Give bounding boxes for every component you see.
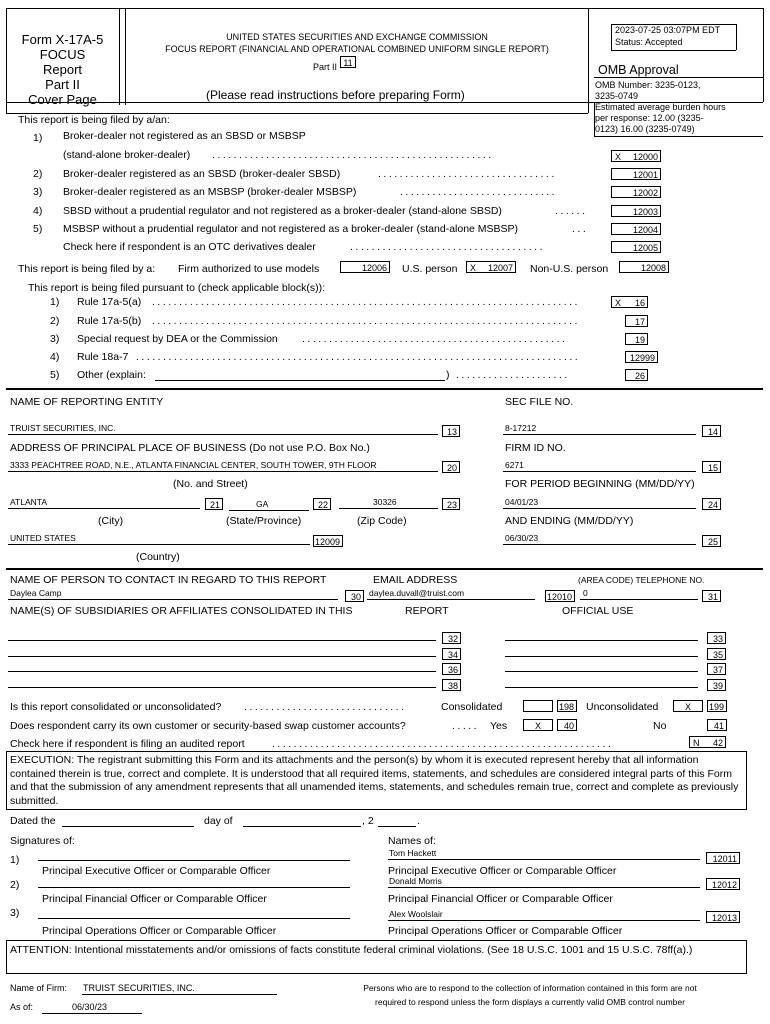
- us-person-label: U.S. person: [402, 263, 458, 275]
- other-close: ): [446, 369, 450, 381]
- filed-by-item-2: Broker-dealer registered as an SBSD (broker-dealer SBSD): [63, 168, 341, 180]
- checkbox-unconsolidated[interactable]: X: [673, 700, 703, 712]
- filed-by-intro: This report is being filed by a/an:: [18, 114, 170, 126]
- section-divider: [6, 388, 763, 390]
- zip-caption: (Zip Code): [357, 515, 407, 527]
- signature-line-3[interactable]: [38, 918, 350, 919]
- email-label: EMAIL ADDRESS: [373, 574, 458, 586]
- signer-role-3: Principal Operations Officer or Comparable Officer: [42, 925, 277, 937]
- part-label: Part II: [313, 62, 338, 72]
- leader-dots: ..................................................................................: [136, 351, 581, 363]
- item-number: 1): [33, 132, 43, 144]
- checkbox-12001[interactable]: 12001: [611, 168, 661, 180]
- item-number: 1): [50, 296, 60, 308]
- firm-id-value: 6271: [505, 460, 524, 470]
- agency-name: UNITED STATES SECURITIES AND EXCHANGE COMMISSION: [226, 32, 488, 42]
- period-begin-label: FOR PERIOD BEGINNING (MM/DD/YY): [505, 478, 695, 490]
- country-caption: (Country): [136, 551, 180, 563]
- footer-asof-label: As of:: [10, 1002, 34, 1012]
- subsidiaries-label: NAME(S) OF SUBSIDIARIES OR AFFILIATES CONSOLIDATED IN THIS: [10, 605, 353, 617]
- form-title: Form X-17A-5 FOCUS Report Part II Cover Page: [21, 32, 104, 107]
- rule-18a-7: Rule 18a-7: [77, 351, 129, 363]
- audited-question: Check here if respondent is filing an audited report: [10, 738, 245, 750]
- period-end-value: 06/30/23: [505, 533, 539, 543]
- non-us-person-label: Non-U.S. person: [530, 263, 609, 275]
- filed-by-item-3: Broker-dealer registered as an MSBSP (broker-dealer MSBSP): [63, 186, 357, 198]
- omb-notice-2: required to respond unless the form displays a currently valid OMB control number: [375, 997, 685, 1007]
- signatures-label: Signatures of:: [10, 835, 75, 847]
- submission-timestamp: 2023-07-25 03:07PM EDT: [615, 25, 721, 35]
- checkbox-12008[interactable]: 12008: [619, 261, 669, 273]
- checkbox-19[interactable]: 19: [625, 333, 648, 345]
- name-role-3: Principal Operations Officer or Comparable Officer: [388, 925, 623, 937]
- report-name: FOCUS REPORT (FINANCIAL AND OPERATIONAL COMBINED UNIFORM SINGLE REPORT): [165, 44, 549, 54]
- checkbox-42[interactable]: N 42: [689, 736, 726, 748]
- entity-name-label: NAME OF REPORTING ENTITY: [10, 396, 164, 408]
- checkbox-198[interactable]: 198: [557, 700, 577, 712]
- leader-dots: .................................................: [302, 333, 568, 345]
- period-mark: .: [417, 815, 420, 827]
- email-value: daylea.duvall@truist.com: [369, 588, 465, 598]
- sec-file-label: SEC FILE NO.: [505, 396, 574, 408]
- omb-approval: OMB Approval: [598, 63, 679, 77]
- leader-dots: ...............................................................................: [152, 296, 580, 308]
- code-box-12010: 12010: [545, 590, 575, 602]
- leader-dots: ....................................................: [212, 149, 494, 161]
- code-box-40: 40: [557, 719, 577, 731]
- leader-dots: ...............................................................: [272, 738, 614, 750]
- signer-name-2: Donald Morris: [389, 876, 442, 886]
- submission-status: Status: Accepted: [615, 37, 683, 47]
- checkbox-41[interactable]: 41: [707, 719, 727, 731]
- rule-17a-5b: Rule 17a-5(b): [77, 315, 142, 327]
- signer-name-3: Alex Woolslair: [389, 909, 443, 919]
- dated-day-line[interactable]: [62, 826, 194, 827]
- omb-details: OMB Number: 3235-0123, 3235-0749 Estimated average burden hours per response: 12.00 (3235- 0123) 16.00 (3235-0749): [595, 80, 726, 134]
- code-box-20: 20: [442, 461, 460, 473]
- yes-label: Yes: [490, 720, 508, 732]
- footer-firm-label: Name of Firm:: [10, 983, 68, 993]
- item-number: 3): [33, 186, 43, 198]
- code-box-34: 34: [442, 648, 461, 660]
- contact-label: NAME OF PERSON TO CONTACT IN REGARD TO THIS REPORT: [10, 574, 327, 586]
- code-box-24: 24: [702, 498, 721, 510]
- checkbox-yes[interactable]: X: [523, 719, 553, 731]
- checkbox-12999[interactable]: 12999: [625, 351, 658, 363]
- signature-line-2[interactable]: [38, 887, 350, 888]
- firm-id-label: FIRM ID NO.: [505, 442, 566, 454]
- sec-file-value: 8-17212: [505, 423, 537, 433]
- day-of-label: day of: [204, 815, 233, 827]
- item-number: 5): [33, 223, 43, 235]
- year-prefix: , 2: [362, 815, 374, 827]
- part-code-box: 11: [340, 56, 356, 68]
- code-box-35: 35: [707, 648, 726, 660]
- item-number: 4): [50, 351, 60, 363]
- entity-name-value: TRUIST SECURITIES, INC.: [10, 423, 116, 433]
- checkbox-12002[interactable]: 12002: [611, 186, 661, 198]
- code-box-30: 30: [345, 590, 364, 602]
- signature-line-1[interactable]: [38, 860, 350, 861]
- code-box-25: 25: [702, 535, 721, 547]
- signer-role-2: Principal Financial Officer or Comparable Officer: [42, 893, 267, 905]
- firm-auth-label: Firm authorized to use models: [178, 263, 320, 275]
- item-number: 3): [10, 907, 20, 919]
- filed-by-item-5: MSBSP without a prudential regulator and not registered as a broker-dealer (stand-alone MSBSP): [63, 223, 519, 235]
- filed-by-item-4: SBSD without a prudential regulator and not registered as a broker-dealer (stand-alone SBSD): [63, 205, 502, 217]
- code-box-15: 15: [702, 461, 721, 473]
- filed-by-item-1: Broker-dealer not registered as an SBSD or MSBSP: [63, 130, 306, 142]
- code-box-12009: 12009: [313, 535, 343, 547]
- footer-asof-value: 06/30/23: [72, 1002, 108, 1012]
- leader-dots: ...............................................................................: [152, 315, 580, 327]
- item-number: 4): [33, 205, 43, 217]
- special-request: Special request by DEA or the Commission: [77, 333, 278, 345]
- leader-dots: .................................: [378, 168, 557, 180]
- otc-dealer-check: Check here if respondent is an OTC derivatives dealer: [63, 241, 316, 253]
- item-number: 3): [50, 333, 60, 345]
- code-box-13: 13: [442, 425, 460, 437]
- checkbox-16[interactable]: X 16: [611, 296, 648, 308]
- checkbox-12004[interactable]: 12004: [611, 223, 661, 235]
- instruction-note: (Please read instructions before preparing Form): [206, 88, 465, 102]
- street-value: 3333 PEACHTREE ROAD, N.E., ATLANTA FINANCIAL CENTER, SOUTH TOWER, 9TH FLOOR: [10, 460, 377, 470]
- dated-month-line[interactable]: [243, 826, 361, 827]
- code-box-199: 199: [707, 700, 727, 712]
- filed-by-item-1-cont: (stand-alone broker-dealer): [63, 149, 191, 161]
- country-value: UNITED STATES: [10, 533, 76, 543]
- leader-dots: .....: [452, 720, 480, 732]
- checkbox-12003[interactable]: 12003: [611, 205, 661, 217]
- leader-dots: .............................: [400, 186, 558, 198]
- city-caption: (City): [98, 515, 124, 527]
- no-label: No: [653, 720, 667, 732]
- code-box-36: 36: [442, 663, 461, 675]
- dated-label: Dated the: [10, 815, 56, 827]
- item-number: 1): [10, 854, 20, 866]
- code-box-12013: 12013: [706, 911, 740, 923]
- leader-dots: ...: [572, 223, 589, 235]
- code-box-37: 37: [707, 663, 726, 675]
- attention-text: ATTENTION: Intentional misstatements and/or omissions of facts constitute federal criminal violations. (See 18 U.S.C. 1001 and 15 U.S.C. 78ff(a).): [10, 944, 693, 956]
- signer-name-1: Tom Hackett: [389, 848, 437, 858]
- code-box-21: 21: [205, 498, 223, 510]
- code-box-12011: 12011: [706, 852, 740, 864]
- report-word: REPORT: [405, 605, 449, 617]
- checkbox-12006[interactable]: 12006: [340, 261, 390, 273]
- checkbox-12005[interactable]: 12005: [611, 241, 661, 253]
- consolidated-label: Consolidated: [441, 701, 503, 713]
- custody-question: Does respondent carry its own customer or security-based swap customer accounts?: [10, 720, 406, 732]
- address-label: ADDRESS OF PRINCIPAL PLACE OF BUSINESS (Do not use P.O. Box No.): [10, 442, 370, 454]
- code-box-38: 38: [442, 679, 461, 691]
- leader-dots: ....................................: [350, 241, 546, 253]
- code-box-32: 32: [442, 632, 461, 644]
- attention-box: [6, 940, 747, 974]
- filed-by-a-label: This report is being filed by a:: [18, 263, 156, 275]
- leader-dots: ..............................: [244, 701, 407, 713]
- zip-value: 30326: [373, 497, 397, 507]
- item-number: 5): [50, 369, 60, 381]
- city-value: ATLANTA: [10, 497, 47, 507]
- contact-name-value: Daylea Camp: [10, 588, 62, 598]
- phone-label: (AREA CODE) TELEPHONE NO.: [578, 575, 705, 585]
- unconsolidated-label: Unconsolidated: [586, 701, 659, 713]
- section-divider: [6, 568, 763, 570]
- execution-box: [6, 751, 747, 810]
- code-box-12012: 12012: [706, 878, 740, 890]
- street-caption: (No. and Street): [173, 478, 248, 490]
- names-label: Names of:: [388, 835, 436, 847]
- code-box-39: 39: [707, 679, 726, 691]
- pursuant-intro: This report is being filed pursuant to (check applicable block(s)):: [28, 282, 326, 294]
- official-use-label: OFFICIAL USE: [562, 605, 634, 617]
- period-end-label: AND ENDING (MM/DD/YY): [505, 515, 634, 527]
- period-begin-value: 04/01/23: [505, 497, 539, 507]
- code-box-33: 33: [707, 632, 726, 644]
- checkbox-12007[interactable]: X 12007: [466, 261, 516, 273]
- code-box-31: 31: [702, 590, 721, 602]
- footer-firm-value: TRUIST SECURITIES, INC.: [83, 983, 195, 993]
- checkbox-17[interactable]: 17: [625, 315, 648, 327]
- item-number: 2): [33, 168, 43, 180]
- name-role-1: Principal Executive Officer or Comparable Officer: [388, 865, 617, 877]
- item-number: 2): [10, 879, 20, 891]
- state-value: GA: [256, 499, 269, 509]
- leader-dots: ......: [555, 205, 588, 217]
- phone-value: 0: [583, 588, 588, 598]
- checkbox-12000[interactable]: X 12000: [611, 150, 661, 162]
- checkbox-26[interactable]: 26: [625, 369, 648, 381]
- code-box-23: 23: [442, 498, 460, 510]
- dated-year-line[interactable]: [378, 826, 416, 827]
- execution-text: EXECUTION: The registrant submitting this Form and its attachments and the person(s) by whom it is executed represent hereby that all information contained therein is true, correct and complete. It is understood that all required items, statements, and schedules are considered integral parts of this Form and that the submission of any amendment represents that all unamended items, statements, and schedules remain true, correct and complete as previously submitted.: [10, 754, 739, 807]
- consolidated-question: Is this report consolidated or unconsolidated?: [10, 701, 222, 713]
- signer-role-1: Principal Executive Officer or Comparable Officer: [42, 865, 271, 877]
- other-explain: Other (explain:: [77, 369, 146, 381]
- code-box-14: 14: [702, 425, 721, 437]
- code-box-22: 22: [313, 498, 331, 510]
- name-role-2: Principal Financial Officer or Comparable Officer: [388, 893, 613, 905]
- rule-17a-5a: Rule 17a-5(a): [77, 296, 142, 308]
- omb-notice-1: Persons who are to respond to the collection of information contained in this form are not: [363, 983, 697, 993]
- item-number: 2): [50, 315, 60, 327]
- state-caption: (State/Province): [226, 515, 302, 527]
- leader-dots: .....................: [456, 369, 570, 381]
- placeholder-box: [523, 700, 553, 712]
